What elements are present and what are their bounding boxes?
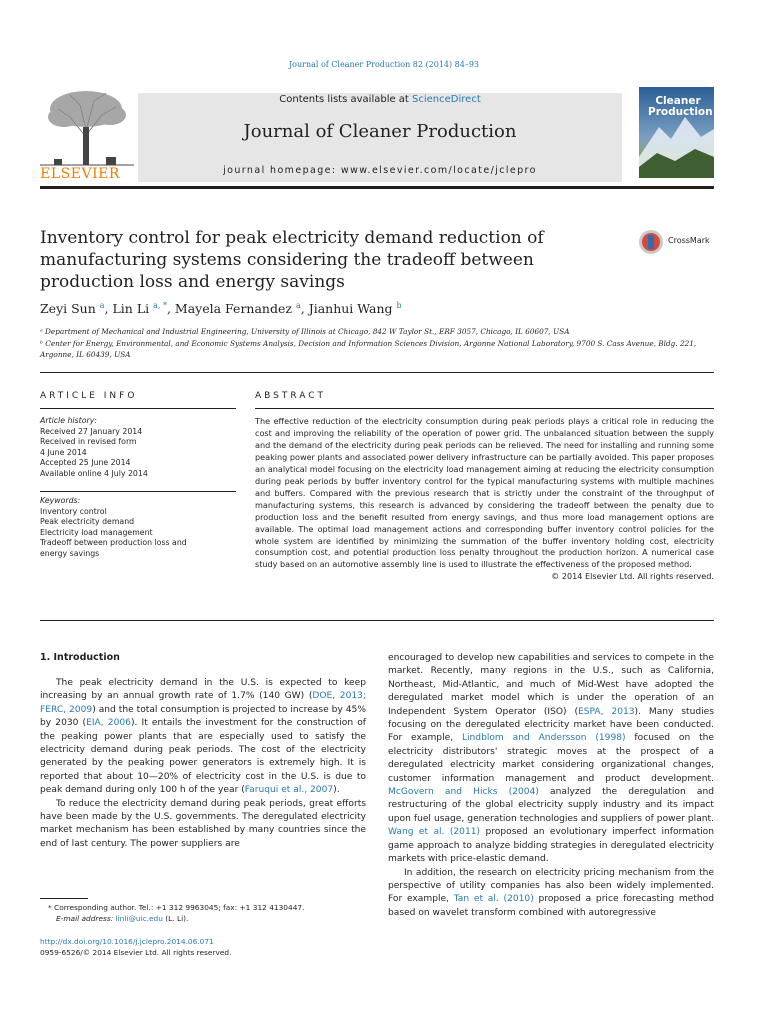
abstract: [255, 416, 714, 583]
keywords: [40, 496, 236, 559]
footnote-rule: [40, 898, 88, 899]
history-label: Article history:: [40, 416, 97, 425]
author-name: Zeyi Sun: [40, 301, 96, 317]
header-rule: [40, 186, 714, 189]
footnote-email-label: E-mail address:: [56, 914, 116, 923]
history-item: Available online 4 July 2014: [40, 468, 148, 478]
body-column-right: [388, 652, 714, 920]
doi-link[interactable]: http://dx.doi.org/10.1016/j.jclepro.2014.06.071: [40, 937, 214, 946]
citation-link[interactable]: Tan et al. (2010): [453, 894, 534, 905]
cover-title-line2: Production: [648, 106, 713, 118]
body-column-left: [40, 677, 366, 851]
footnote-contact: * Corresponding author. Tel.: +1 312 9963045; fax: +1 312 4130447.: [48, 903, 305, 912]
keyword-item: energy savings: [40, 548, 100, 558]
cover-title-line1: Cleaner: [655, 95, 701, 107]
abstract-heading: ABSTRACT: [255, 391, 327, 401]
author-affiliation-mark[interactable]: b: [396, 301, 402, 310]
keyword-item: Inventory control: [40, 506, 107, 516]
contents-prefix: Contents lists available at: [279, 94, 413, 105]
cover-title: [648, 95, 713, 118]
paragraph-text: proposed an evolutionary imperfect information game approach to analyze bidding strategies in deregulated electricity markets with price-elastic demand.: [388, 827, 714, 865]
paragraph-text: In addition, the research on electricity pricing mechanism from the perspective of utility companies has also been widely implemented. For example,: [388, 867, 714, 905]
author-affiliation-mark[interactable]: a: [99, 301, 105, 310]
paragraph-text: focused on the electricity distributors' strategic moves at the prospect of a deregulated electricity market considering organizational changes, customer information management and product development.: [388, 733, 714, 784]
abstract-body: The effective reduction of the electricity consumption during peak periods plays a critical role in reducing the cost and improving the reliability of the operation of power grid. The unbalanced situation between the supply and the demand of the electricity during peak periods can be relieved. The need for installing and running some peaking power plants and associated power delivery infrastructure can be partially avoided. This paper proposes an analytical model focusing on the electricity load management aiming at reducing the electricity consumption during peak periods by buffer inventory control for the typical manufacturing systems with multiple machines and buffers. Compared with the previous research that is strictly under the constraint of the throughput of manufacturing systems, this research is advanced by considering the tradeoff between the penalty due to production loss and the benefit resulted from energy savings, and thus more load management options are available. The optimal load management actions and corresponding buffer inventory control policies for the whole system are identified by minimizing the summation of the buffer inventory holding cost, electricity consumption cost, and potential production loss penalty throughout the production horizon. A numerical case study based on an automotive assembly line is used to illustrate the effectiveness of the proposed method.: [255, 416, 714, 570]
paragraph-text: ) and the total consumption is projected to increase by 45% by 2030 (: [40, 704, 366, 729]
footnote-email-link[interactable]: linli@uic.edu: [115, 914, 163, 923]
abstract-rule: [255, 408, 714, 409]
citation-link[interactable]: Faruqui et al., 2007: [244, 785, 334, 796]
body-paragraph: [388, 652, 714, 867]
keyword-item: Peak electricity demand: [40, 517, 135, 526]
author-name: Jianhui Wang: [308, 301, 393, 317]
citation-link[interactable]: EIA, 2006: [86, 718, 131, 729]
crossmark-label: CrossMark: [668, 236, 710, 245]
section-divider: [40, 620, 714, 621]
keywords-rule: [40, 491, 236, 492]
section-heading-introduction: 1. Introduction: [40, 652, 120, 663]
citation-link[interactable]: ESPA, 2013: [578, 706, 635, 717]
paragraph-text: ). Many studies focusing on the deregulated electricity market have been conducted. For example,: [388, 706, 714, 744]
crossmark-icon: [638, 229, 664, 255]
sciencedirect-link[interactable]: ScienceDirect: [412, 94, 481, 105]
keywords-label: Keywords:: [40, 496, 81, 505]
history-item: Received 27 January 2014: [40, 426, 143, 436]
citation-link[interactable]: McGovern and Hicks (2004): [388, 787, 539, 798]
history-item: Accepted 25 June 2014: [40, 458, 131, 467]
author-name: Mayela Fernandez: [174, 301, 292, 317]
footnote-email-suffix: (L. Li).: [162, 914, 189, 923]
paragraph-text: ). It entails the investment for the construction of the peaking power plants that are especially used to satisfy the electricity demand during peak periods. The cost of the electricity generated by the peaking power generators is extremely high. It is reported that about 10—20% of electricity cost in the U.S. is due to peak demand during only 100 h of the year (: [40, 718, 366, 796]
contents-available-line: [138, 94, 622, 105]
article-info-heading: ARTICLE INFO: [40, 391, 138, 401]
section-divider: [40, 372, 714, 373]
crossmark-badge[interactable]: [638, 229, 718, 255]
publisher-name: ELSEVIER: [40, 166, 120, 182]
body-paragraph: To reduce the electricity demand during peak periods, great efforts have been made by the U.S. governments. The deregulated electricity market mechanism has been established by many countries since the end of last century. The power suppliers are: [40, 798, 366, 849]
paragraph-text: ).: [333, 785, 340, 796]
journal-title: Journal of Cleaner Production: [243, 121, 517, 142]
journal-homepage[interactable]: journal homepage: www.elsevier.com/locate/jclepro: [223, 165, 537, 176]
article-info-rule: [40, 408, 236, 409]
tree-icon: [40, 87, 134, 167]
citation-link[interactable]: Wang et al. (2011): [388, 827, 481, 838]
keyword-item: Electricity load management: [40, 527, 153, 537]
affiliation-b: ᵇ Center for Energy, Environmental, and Economic Systems Analysis, Decision and Information Sciences Division, Argonne National Laboratory, 9700 S. Cass Avenue, Bldg. 221, Argonne, IL 60439, USA: [40, 339, 697, 359]
citation-link[interactable]: Lindblom and Andersson (1998): [461, 733, 626, 744]
body-paragraph: [40, 677, 366, 798]
article-history: [40, 416, 236, 479]
paragraph-text: analyzed the deregulation and restructuring of the global electricity supply industry and its impact upon fuel usage, generation technologies and suppliers of power plant.: [388, 787, 714, 824]
history-item: Received in revised form: [40, 437, 137, 446]
article-title: Inventory control for peak electricity demand reduction of manufacturing systems considering the tradeoff between production loss and energy savings: [40, 228, 544, 292]
keyword-item: Tradeoff between production loss and: [40, 538, 187, 547]
corresponding-author-footnote: [40, 902, 370, 924]
abstract-copyright: © 2014 Elsevier Ltd. All rights reserved.: [551, 571, 714, 582]
citation-link[interactable]: DOE, 2013; FERC, 2009: [40, 691, 366, 715]
affiliation-a: ᵃ Department of Mechanical and Industrial Engineering, University of Illinois at Chicago, 842 W Taylor St., ERF 3057, Chicago, IL 60607, USA: [40, 327, 570, 336]
history-item: 4 June 2014: [40, 447, 87, 457]
journal-reference[interactable]: Journal of Cleaner Production 82 (2014) 84–93: [288, 60, 480, 69]
paragraph-text: encouraged to develop new capabilities and services to compete in the market. Recently, many regions in the U.S., such as California, Northeast, Mid-Atlantic, and much of Mid-West have adopted the deregulated market model which is under the operation of an Independent System Operator (ISO) (: [388, 653, 714, 717]
paragraph-text: The peak electricity demand in the U.S. is expected to keep increasing by an annual growth rate of 1.7% (140 GW) (: [40, 678, 366, 702]
author-affiliation-mark[interactable]: a, *: [153, 301, 167, 310]
author-affiliation-mark[interactable]: a: [295, 301, 301, 310]
body-paragraph: [388, 867, 714, 921]
author-name: Lin Li: [112, 301, 150, 317]
paragraph-text: proposed a price forecasting method based on wavelet transform combined with autoregressive: [388, 894, 714, 918]
author-list: Zeyi Sun $^a$, Lin Li $^{a, *}$, Mayela Fernandez $^a$, Jianhui Wang $^b$: [40, 301, 402, 317]
issn-line: 0959-6526/© 2014 Elsevier Ltd. All rights reserved.: [40, 948, 232, 957]
